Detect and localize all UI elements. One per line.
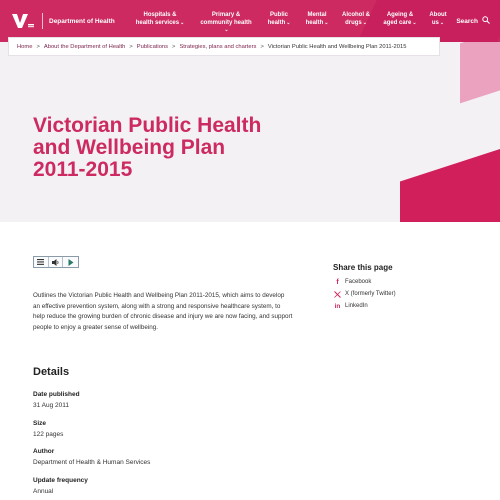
chevron-down-icon: ⌄ — [439, 19, 445, 26]
nav-label-line2: drugs — [345, 19, 362, 26]
nav-ageing-aged-care[interactable] — [376, 12, 424, 35]
breadcrumb-separator: > — [260, 43, 264, 50]
breadcrumb-strategies[interactable]: Strategies, plans and charters — [179, 43, 257, 50]
hero-decoration — [460, 42, 500, 103]
site-header — [0, 0, 500, 42]
page-description: Outlines the Victorian Public Health and Wellbeing Plan 2011-2015, which aims to develop an effective prevention system, along with a strong and responsive healthcare system, to help reduce the growing burden of chronic disease and injury we are now facing, and support people to enjoy a greater sense of wellbeing. — [33, 292, 293, 331]
page-title — [33, 115, 333, 181]
share-heading: Share this page — [333, 263, 393, 272]
date-published-label: Date published — [33, 391, 80, 398]
victoria-logo-icon — [12, 14, 34, 28]
details-heading: Details — [33, 366, 70, 378]
nav-primary-community[interactable] — [192, 12, 260, 35]
search-button[interactable] — [456, 16, 490, 26]
chevron-down-icon: ⌄ — [286, 19, 291, 26]
chevron-down-icon: ⌄ — [362, 19, 367, 26]
nav-about-us[interactable] — [424, 12, 452, 35]
share-facebook-label: Facebook — [345, 279, 372, 285]
nav-label-line2: health — [267, 19, 286, 26]
facebook-icon: f — [336, 278, 339, 286]
speaker-button[interactable] — [49, 257, 64, 267]
menu-icon — [37, 259, 44, 265]
page-title-line: 2011-2015 — [33, 158, 133, 181]
chevron-down-icon: ⌄ — [412, 19, 417, 26]
chevron-down-icon: ⌄ — [224, 27, 229, 33]
nav-public-health[interactable] — [260, 12, 298, 35]
nav-label-line1: Primary & — [211, 12, 241, 18]
page-title-line: Victorian Public Health — [33, 114, 262, 137]
size-label: Size — [33, 420, 47, 427]
author-value: Department of Health & Human Services — [33, 459, 151, 466]
nav-mental-health[interactable] — [298, 12, 336, 35]
nav-label-line2: us — [431, 19, 439, 26]
size-value: 122 pages — [33, 431, 64, 438]
chevron-down-icon: ⌄ — [180, 19, 185, 26]
nav-label-line2: health — [305, 19, 324, 26]
x-icon — [333, 290, 342, 298]
breadcrumb-about[interactable]: About the Department of Health — [43, 43, 126, 50]
read-aloud-player — [33, 256, 79, 268]
department-name[interactable]: Department of Health — [49, 17, 115, 25]
share-linkedin[interactable] — [333, 302, 368, 310]
search-label: Search — [456, 17, 478, 25]
nav-label-line1: Public — [269, 12, 288, 18]
nav-alcohol-drugs[interactable] — [336, 12, 376, 35]
update-frequency-value: Annual — [33, 488, 54, 495]
nav-label-line1: Hospitals & — [143, 12, 177, 18]
main-nav — [128, 12, 452, 35]
linkedin-icon: in — [334, 302, 341, 310]
share-x-label: X (formerly Twitter) — [345, 291, 396, 297]
share-linkedin-label: LinkedIn — [345, 303, 368, 309]
chevron-down-icon: ⌄ — [324, 19, 329, 26]
logo-divider — [42, 13, 43, 29]
speaker-icon — [52, 259, 60, 266]
nav-label-line1: Mental — [307, 12, 327, 18]
nav-label-line1: Ageing & — [386, 12, 414, 18]
nav-label-line1: Alcohol & — [342, 12, 370, 18]
hero-decoration — [400, 143, 500, 222]
nav-label-line2: aged care — [383, 19, 412, 26]
share-facebook[interactable] — [333, 278, 371, 286]
breadcrumb-separator: > — [172, 43, 176, 50]
nav-hospitals[interactable] — [128, 12, 192, 35]
breadcrumb-separator: > — [129, 43, 133, 50]
play-button[interactable] — [63, 257, 78, 267]
nav-label-line2: health services — [135, 19, 180, 26]
date-published-value: 31 Aug 2011 — [33, 402, 70, 409]
play-icon — [68, 259, 74, 266]
breadcrumb-current: Victorian Public Health and Wellbeing Plan 2011-2015 — [267, 43, 407, 50]
page-title-line: and Wellbeing Plan — [33, 136, 226, 159]
breadcrumb-separator: > — [36, 43, 40, 50]
search-icon — [478, 16, 490, 26]
author-label: Author — [33, 448, 55, 455]
breadcrumb-home[interactable]: Home — [17, 43, 33, 50]
nav-label-line2: community health — [200, 19, 252, 26]
share-x[interactable] — [333, 290, 396, 298]
site-logo[interactable] — [12, 13, 115, 29]
update-frequency-label: Update frequency — [33, 477, 88, 484]
breadcrumb-publications[interactable]: Publications — [136, 43, 169, 50]
menu-button[interactable] — [34, 257, 49, 267]
nav-label-line1: About — [429, 12, 447, 18]
breadcrumb — [8, 37, 440, 56]
